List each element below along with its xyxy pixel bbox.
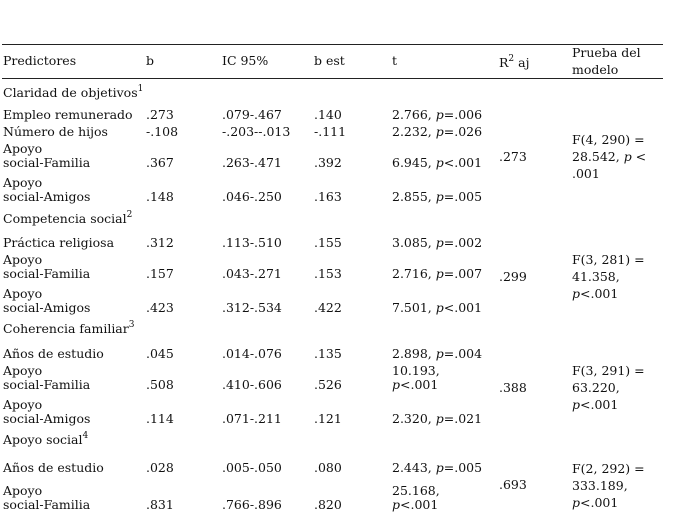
t-stat: 2.320, p=.021 [392, 411, 483, 426]
ci-95: .005-.050 [222, 460, 282, 475]
model-test-line: p<.001 [572, 495, 619, 510]
coef-b-est: .140 [314, 107, 342, 122]
coef-b-est: -.111 [314, 124, 347, 139]
section-title: Apoyo social$^4$ [3, 431, 89, 447]
predictor-name: Apoyo [3, 141, 43, 156]
model-test-line: F(2, 292) = [572, 461, 645, 476]
coef-b-est: .153 [314, 266, 342, 281]
predictor-name: Apoyo [3, 175, 43, 190]
ci-95: -.203--.013 [222, 124, 291, 139]
predictor-name: social-Familia [3, 497, 91, 512]
model-test-line: F(4, 290) = [572, 132, 645, 147]
coef-b: .045 [146, 346, 174, 361]
predictor-name: Apoyo [3, 252, 43, 267]
t-stat: 2.855, p=.005 [392, 189, 483, 204]
t-stat: 2.898, p=.004 [392, 346, 483, 361]
predictor-name: Años de estudio [3, 460, 104, 475]
coef-b-est: .135 [314, 346, 342, 361]
header-b-est: b est [314, 53, 345, 68]
ci-95: .079-.467 [222, 107, 282, 122]
coef-b: .028 [146, 460, 174, 475]
t-stat-p: p<.001 [392, 377, 439, 392]
coef-b: .148 [146, 189, 174, 204]
ci-95: .071-.211 [222, 411, 282, 426]
t-stat: 10.193, [392, 363, 440, 378]
coef-b-est: .422 [314, 300, 342, 315]
predictor-name: Apoyo [3, 286, 43, 301]
predictor-name: Apoyo [3, 483, 43, 498]
model-test-line: 333.189, [572, 478, 628, 493]
model-test-line: 41.358, [572, 269, 620, 284]
section-title: Competencia social$^2$ [3, 210, 133, 226]
coef-b: .508 [146, 377, 174, 392]
ci-95: .046-.250 [222, 189, 282, 204]
section-title: Coherencia familiar$^3$ [3, 320, 135, 336]
predictor-name: social-Amigos [3, 300, 91, 315]
t-stat: 2.443, p=.005 [392, 460, 483, 475]
header-ci: IC 95% [222, 53, 269, 68]
t-stat: 3.085, p=.002 [392, 235, 483, 250]
coef-b-est: .155 [314, 235, 342, 250]
ci-95: .014-.076 [222, 346, 282, 361]
model-test-line: 28.542, p < [572, 149, 647, 164]
t-stat: 2.766, p=.006 [392, 107, 483, 122]
coef-b-est: .163 [314, 189, 342, 204]
r2-adjusted: .299 [499, 269, 527, 284]
model-test-line: 63.220, [572, 380, 620, 395]
ci-95: .312-.534 [222, 300, 282, 315]
coef-b: .273 [146, 107, 174, 122]
r2-adjusted: .388 [499, 380, 527, 395]
coef-b: .367 [146, 155, 174, 170]
header-test-line1: Prueba del [572, 45, 641, 60]
model-test-line: F(3, 291) = [572, 363, 645, 378]
ci-95: .410-.606 [222, 377, 282, 392]
table-top-rule [2, 44, 663, 45]
predictor-name: social-Amigos [3, 411, 91, 426]
coef-b-est: .121 [314, 411, 342, 426]
predictor-name: Práctica religiosa [3, 235, 115, 250]
predictor-name: Empleo remunerado [3, 107, 133, 122]
t-stat: 7.501, p<.001 [392, 300, 483, 315]
model-test-line: p<.001 [572, 286, 619, 301]
predictor-name: social-Familia [3, 155, 91, 170]
predictor-name: Apoyo [3, 363, 43, 378]
coef-b: -.108 [146, 124, 179, 139]
predictor-name: Número de hijos [3, 124, 108, 139]
t-stat: 2.232, p=.026 [392, 124, 483, 139]
coef-b-est: .820 [314, 497, 342, 512]
predictor-name: Apoyo [3, 397, 43, 412]
header-bottom-rule [2, 78, 663, 79]
header-predictors: Predictores [3, 53, 77, 68]
coef-b-est: .080 [314, 460, 342, 475]
coef-b: .114 [146, 411, 174, 426]
ci-95: .113-.510 [222, 235, 282, 250]
model-test-line: p<.001 [572, 397, 619, 412]
coef-b: .423 [146, 300, 174, 315]
header-t: t [392, 53, 398, 68]
coef-b: .831 [146, 497, 174, 512]
t-stat-p: p<.001 [392, 497, 439, 512]
t-stat: 6.945, p<.001 [392, 155, 483, 170]
t-stat: 25.168, [392, 483, 440, 498]
t-stat: 2.716, p=.007 [392, 266, 483, 281]
predictor-name: social-Amigos [3, 189, 91, 204]
header-test-line2: modelo [572, 62, 619, 77]
ci-95: .263-.471 [222, 155, 282, 170]
header-r2: $R^2$ aj [499, 54, 530, 70]
section-title: Claridad de objetivos$^1$ [3, 84, 144, 100]
model-test-line: .001 [572, 166, 600, 181]
header-b: b [146, 53, 155, 68]
coef-b: .312 [146, 235, 174, 250]
coef-b: .157 [146, 266, 174, 281]
r2-adjusted: .273 [499, 149, 527, 164]
predictor-name: Años de estudio [3, 346, 104, 361]
predictor-name: social-Familia [3, 377, 91, 392]
r2-adjusted: .693 [499, 477, 527, 492]
ci-95: .043-.271 [222, 266, 282, 281]
coef-b-est: .526 [314, 377, 342, 392]
predictor-name: social-Familia [3, 266, 91, 281]
model-test-line: F(3, 281) = [572, 252, 645, 267]
coef-b-est: .392 [314, 155, 342, 170]
ci-95: .766-.896 [222, 497, 282, 512]
